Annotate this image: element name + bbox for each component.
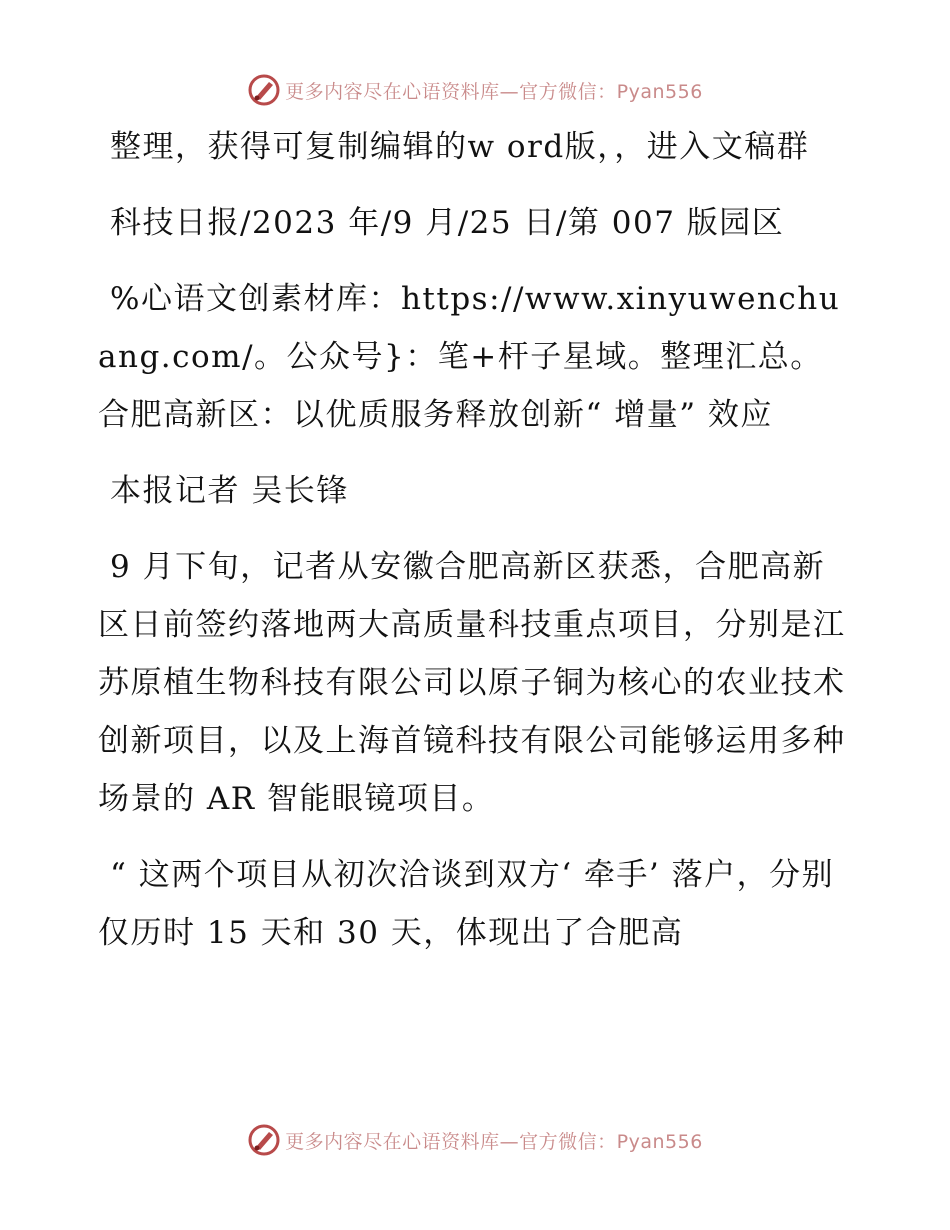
- document-body: [98, 118, 850, 962]
- watermark-text: 更多内容尽在心语资料库—官方微信：Pyan556: [285, 80, 703, 103]
- paragraph-intro: 整理，获得可复制编辑的w ord版，，进入文稿群: [110, 129, 810, 165]
- brush-pen-logo-icon: [247, 73, 281, 107]
- paragraph-body-2: “ 这两个项目从初次洽谈到双方‘ 牵手’ 落户，分别仅历时 15 天和 30 天，体现出了合肥高: [98, 857, 835, 951]
- header-watermark: [0, 70, 950, 110]
- footer-watermark: [0, 1120, 950, 1160]
- brush-pen-logo-icon: [247, 1123, 281, 1157]
- paragraph-source: 科技日报/2023 年/9 月/25 日/第 007 版园区: [110, 205, 785, 241]
- paragraph-byline: 本报记者 吴长锋: [110, 473, 349, 509]
- paragraph-body-1: 9 月下旬，记者从安徽合肥高新区获悉，合肥高新区日前签约落地两大高质量科技重点项目，分别是江苏原植生物科技有限公司以原子铜为核心的农业技术创新项目，以及上海首镜科技有限公司能够运用多种场景的 AR 智能眼镜项目。: [98, 549, 846, 817]
- paragraph-headline: %心语文创素材库：https://www.xinyuwenchuang.com/。公众号}：笔+杆子星域。整理汇总。合肥高新区：以优质服务释放创新“ 增量” 效应: [98, 281, 841, 433]
- watermark-text: 更多内容尽在心语资料库—官方微信：Pyan556: [285, 1130, 703, 1153]
